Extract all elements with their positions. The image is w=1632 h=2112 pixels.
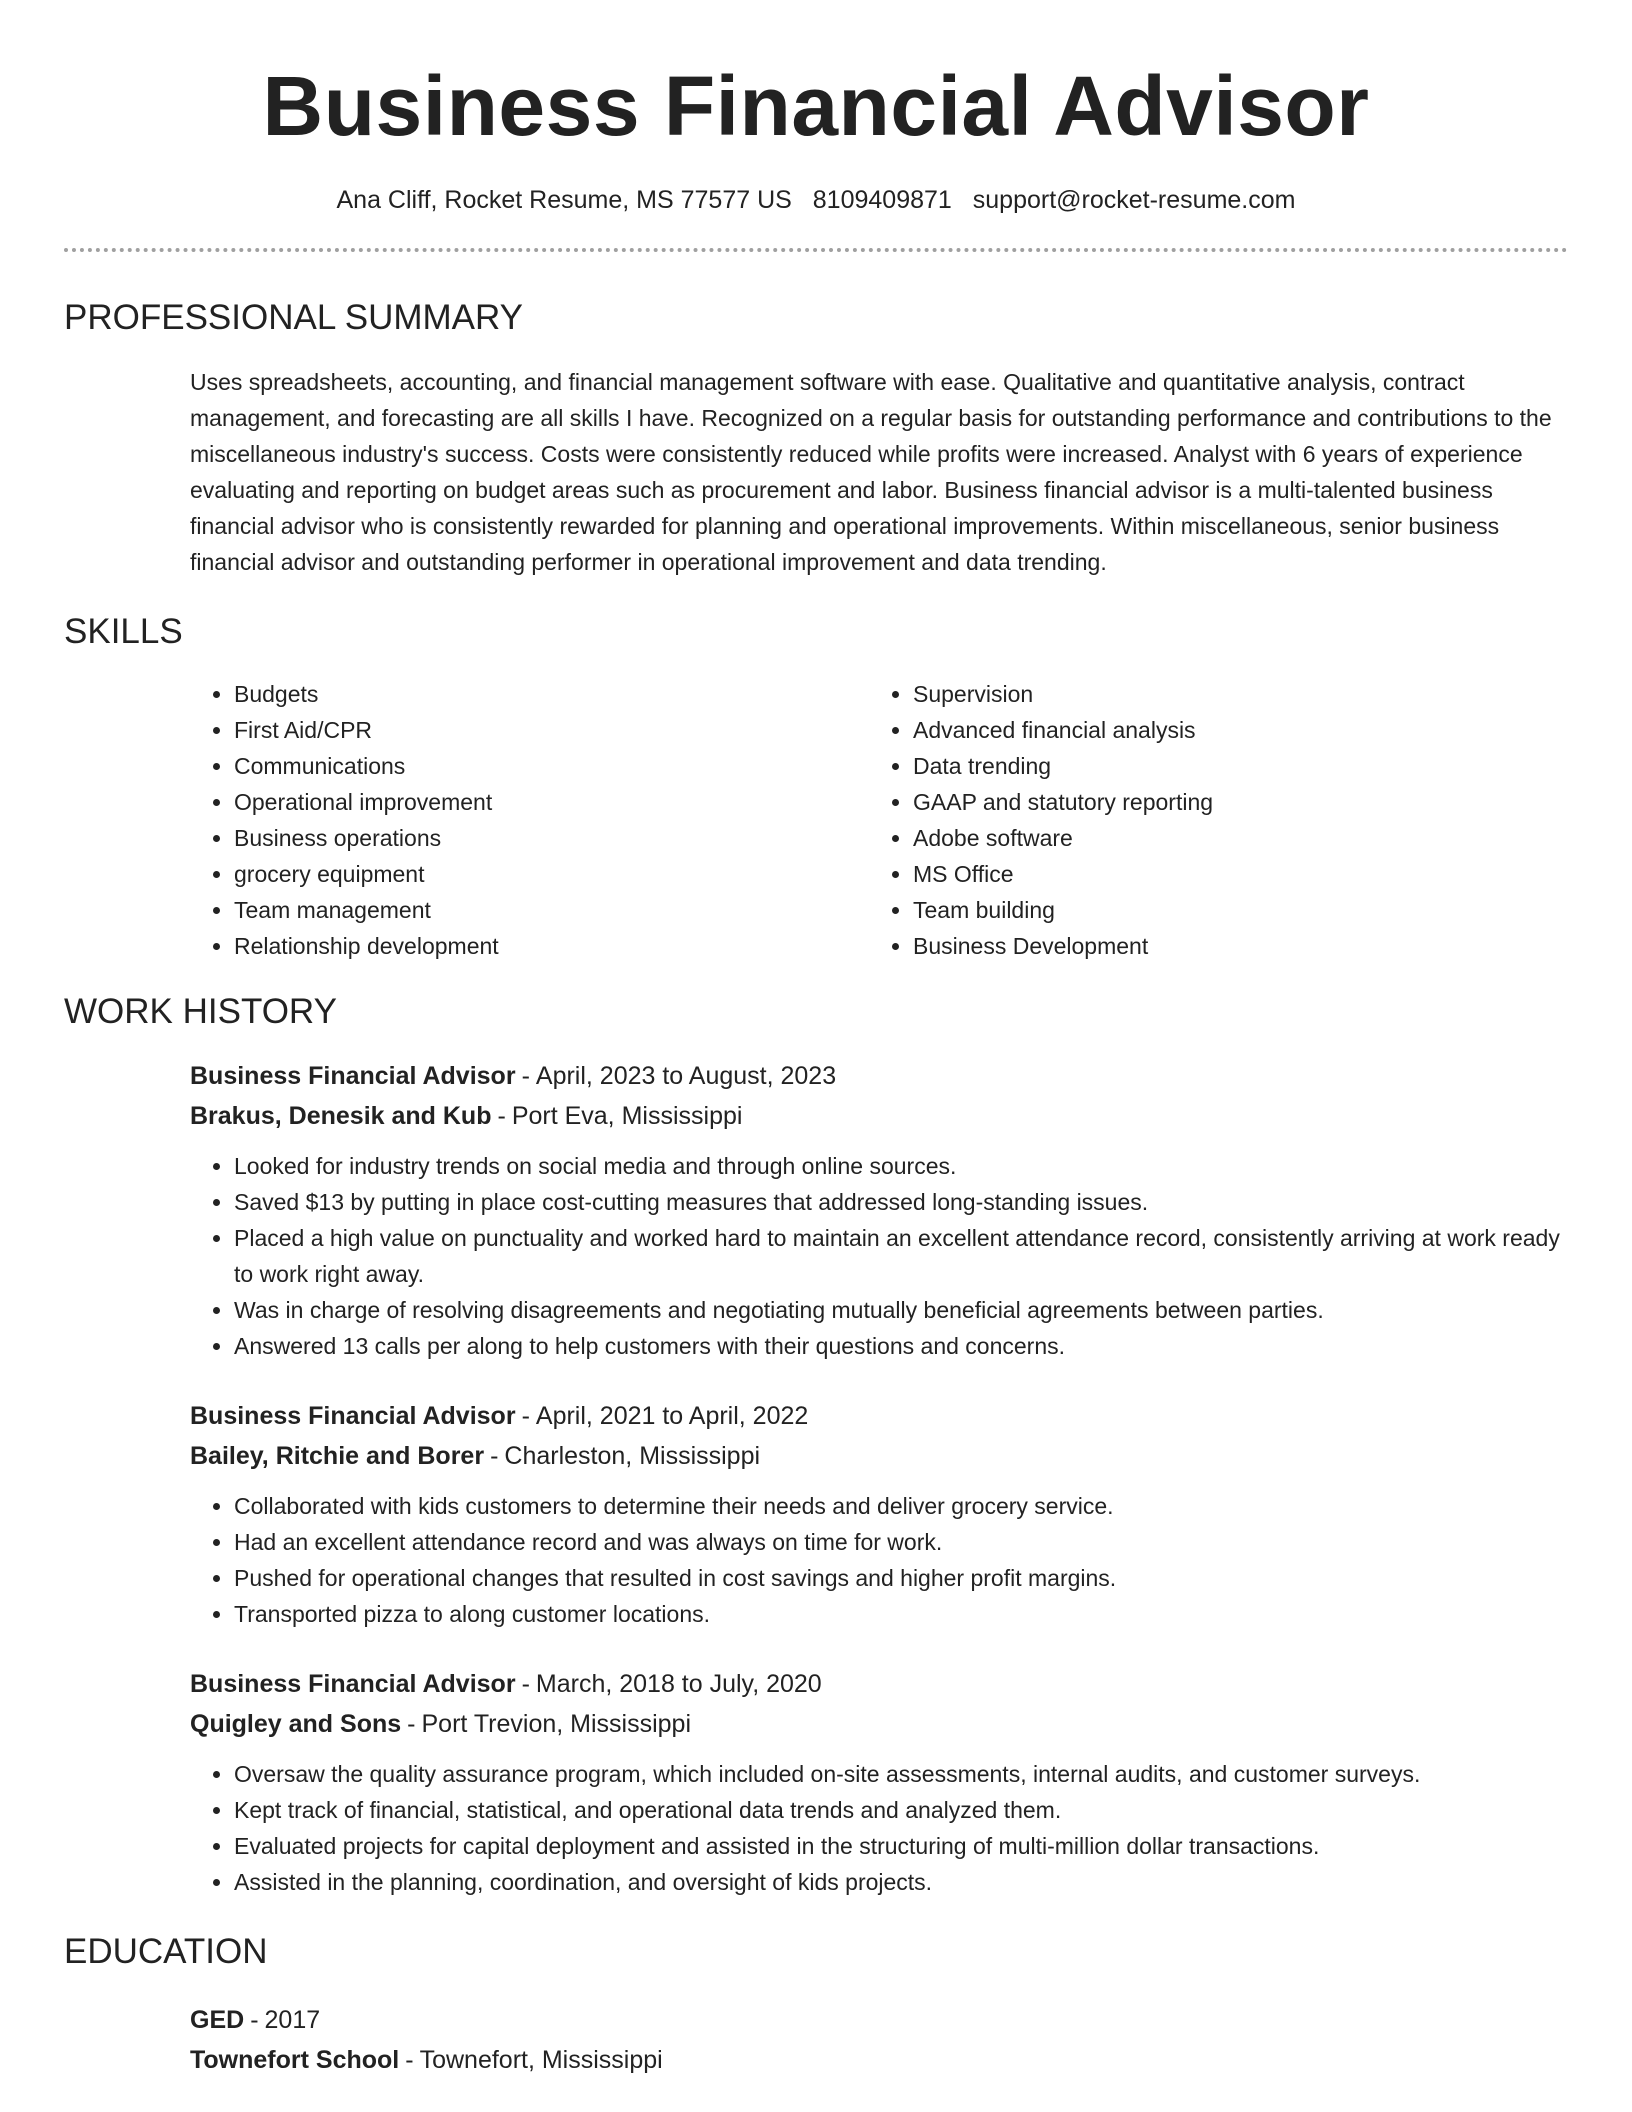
job-bullet: • Assisted in the planning, coordination, and oversight of kids projects. — [234, 1864, 1568, 1900]
skill-item: • GAAP and statutory reporting — [913, 784, 1548, 820]
skill-item: • Business operations — [234, 820, 869, 856]
company-line — [190, 1436, 1568, 1476]
separator: - — [405, 2046, 414, 2074]
separator: - — [407, 1710, 416, 1738]
company-location: Port Trevion, Mississippi — [421, 1710, 692, 1738]
skill-item: • Team building — [913, 892, 1548, 928]
degree-year: 2017 — [264, 2006, 321, 2034]
summary-text: Uses spreadsheets, accounting, and financial management software with ease. Qualitative and quantitative analysis, contract management, and forecasting are all skills I have. Recognized on a regular basis for outstanding performance and contributions to the miscellaneous industry's success. Costs were consistently reduced while profits were increased. Analyst with 6 years of experience evaluating and reporting on budget areas such as procurement and labor. Business financial advisor is a multi-talented business financial advisor who is consistently rewarded for planning and operational improvements. Within miscellaneous, senior business financial advisor and outstanding performer in operational improvement and data trending. — [190, 369, 1552, 575]
contact-email[interactable]: support@rocket-resume.com — [972, 186, 1296, 214]
skills-columns — [190, 676, 1568, 964]
job-bullet: • Saved $13 by putting in place cost-cutting measures that addressed long-standing issues. — [234, 1184, 1568, 1220]
degree: GED — [190, 2006, 245, 2034]
skill-item: • Data trending — [913, 748, 1548, 784]
skill-item: • MS Office — [913, 856, 1548, 892]
skills-heading: SKILLS — [64, 612, 183, 651]
job-dates: April, 2021 to April, 2022 — [535, 1402, 809, 1430]
company-name: Bailey, Ritchie and Borer — [190, 1442, 485, 1470]
separator: - — [521, 1402, 530, 1430]
job-entry — [190, 1664, 1568, 1900]
skill-item: • Advanced financial analysis — [913, 712, 1548, 748]
company-name: Brakus, Denesik and Kub — [190, 1102, 492, 1130]
job-title-line — [190, 1056, 1568, 1096]
contact-address: Ana Cliff, Rocket Resume, MS 77577 US — [336, 186, 792, 214]
job-bullet: • Pushed for operational changes that resulted in cost savings and higher profit margins. — [234, 1560, 1568, 1596]
skill-item: • grocery equipment — [234, 856, 869, 892]
separator: - — [521, 1062, 530, 1090]
job-bullet: • Oversaw the quality assurance program, which included on-site assessments, internal audits, and customer surveys. — [234, 1756, 1568, 1792]
education-section — [64, 1930, 1568, 2080]
degree-line — [190, 2000, 1568, 2040]
job-bullet: • Had an excellent attendance record and was always on time for work. — [234, 1524, 1568, 1560]
job-title-line — [190, 1396, 1568, 1436]
job-bullet: • Transported pizza to along customer locations. — [234, 1596, 1568, 1632]
separator: - — [521, 1670, 530, 1698]
job-bullet: • Placed a high value on punctuality and worked hard to maintain an excellent attendance record, consistently arriving at work ready to work right away. — [234, 1220, 1568, 1292]
company-line — [190, 1704, 1568, 1744]
separator: - — [250, 2006, 259, 2034]
education-entry — [190, 2000, 1568, 2080]
job-bullet: • Collaborated with kids customers to determine their needs and deliver grocery service. — [234, 1488, 1568, 1524]
skill-item: • Communications — [234, 748, 869, 784]
job-dates: April, 2023 to August, 2023 — [535, 1062, 837, 1090]
company-line — [190, 1096, 1568, 1136]
summary-heading: PROFESSIONAL SUMMARY — [64, 298, 523, 337]
job-entry — [190, 1056, 1568, 1364]
job-title-line — [190, 1664, 1568, 1704]
skills-list-left — [190, 676, 869, 964]
resume-title: Business Financial Advisor — [262, 59, 1370, 153]
job-title: Business Financial Advisor — [190, 1062, 516, 1090]
contact-line — [64, 184, 1568, 216]
education-heading: EDUCATION — [64, 1932, 268, 1971]
job-bullet: • Evaluated projects for capital deployment and assisted in the structuring of multi-million dollar transactions. — [234, 1828, 1568, 1864]
skill-item: • First Aid/CPR — [234, 712, 869, 748]
school-name: Townefort School — [190, 2046, 400, 2074]
skills-section — [64, 610, 1568, 964]
job-title: Business Financial Advisor — [190, 1670, 516, 1698]
skill-item: • Adobe software — [913, 820, 1548, 856]
company-location: Charleston, Mississippi — [504, 1442, 761, 1470]
job-bullet: • Answered 13 calls per along to help customers with their questions and concerns. — [234, 1328, 1568, 1364]
skill-item: • Relationship development — [234, 928, 869, 964]
school-line — [190, 2040, 1568, 2080]
company-name: Quigley and Sons — [190, 1710, 402, 1738]
separator: - — [490, 1442, 499, 1470]
job-bullet: • Was in charge of resolving disagreements and negotiating mutually beneficial agreements between parties. — [234, 1292, 1568, 1328]
summary-section — [64, 296, 1568, 580]
work-history-section — [64, 990, 1568, 1900]
job-bullets — [190, 1148, 1568, 1364]
skill-item: • Supervision — [913, 676, 1548, 712]
skill-item: • Business Development — [913, 928, 1548, 964]
work-history-heading: WORK HISTORY — [64, 992, 337, 1031]
job-title: Business Financial Advisor — [190, 1402, 516, 1430]
job-dates: March, 2018 to July, 2020 — [535, 1670, 822, 1698]
header-divider — [64, 248, 1568, 252]
job-bullets — [190, 1488, 1568, 1632]
skills-list-right — [869, 676, 1548, 964]
contact-phone: 8109409871 — [812, 186, 952, 214]
skill-item: • Operational improvement — [234, 784, 869, 820]
company-location: Port Eva, Mississippi — [511, 1102, 743, 1130]
job-entry — [190, 1396, 1568, 1632]
skill-item: • Budgets — [234, 676, 869, 712]
resume-header — [64, 0, 1568, 216]
separator: - — [497, 1102, 506, 1130]
job-bullet: • Kept track of financial, statistical, and operational data trends and analyzed them. — [234, 1792, 1568, 1828]
job-bullet: • Looked for industry trends on social media and through online sources. — [234, 1148, 1568, 1184]
job-bullets — [190, 1756, 1568, 1900]
school-location: Townefort, Mississippi — [419, 2046, 663, 2074]
skill-item: • Team management — [234, 892, 869, 928]
